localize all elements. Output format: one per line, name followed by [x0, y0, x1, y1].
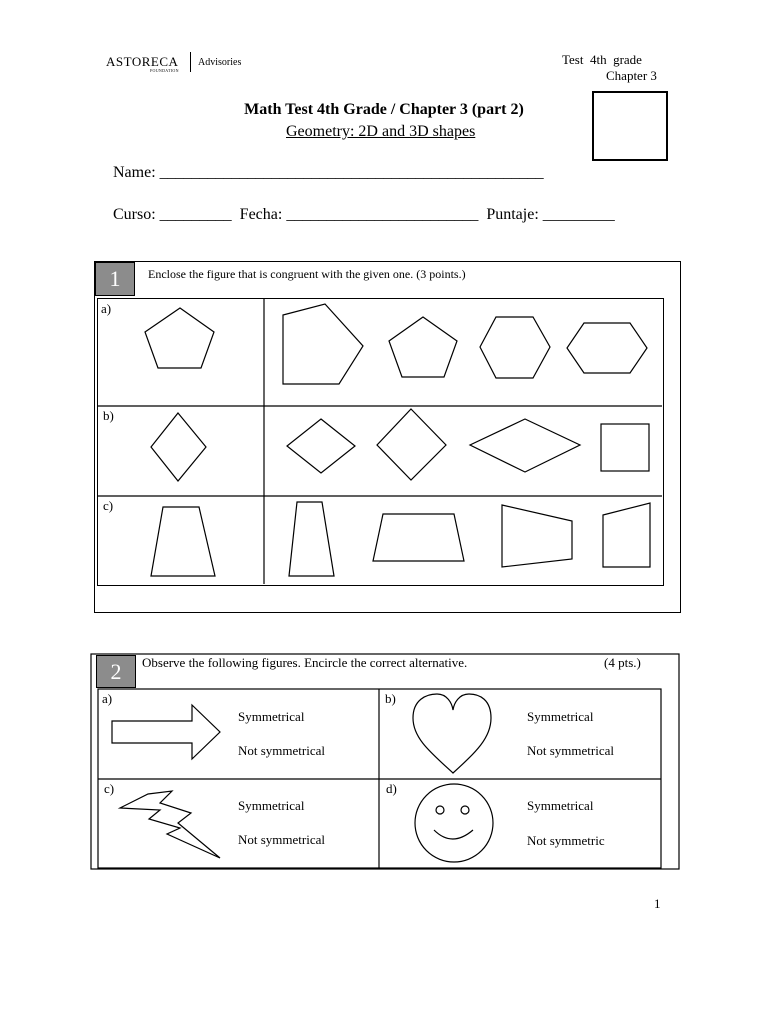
logo-advisories: Advisories: [198, 57, 242, 68]
square-rotated-option-2[interactable]: [377, 409, 446, 480]
trapezoid-option-4[interactable]: [603, 503, 650, 567]
page-subtitle: Geometry: 2D and 3D shapes: [286, 123, 476, 140]
pentagon-given: [145, 308, 214, 368]
pentagon-option-2[interactable]: [389, 317, 457, 377]
rhombus-option-1[interactable]: [287, 419, 355, 473]
hexagon-option-3[interactable]: [480, 317, 550, 378]
q2-c-not-symmetrical[interactable]: Not symmetrical: [238, 832, 326, 847]
smiley-figure: [415, 784, 493, 862]
trapezoid-given: [151, 507, 215, 576]
trapezoid-option-1[interactable]: [289, 502, 334, 576]
question2-points: (4 pts.): [604, 655, 641, 670]
rhombus-given: [151, 413, 206, 481]
q2-c-symmetrical[interactable]: Symmetrical: [238, 798, 305, 813]
trapezoid-option-2[interactable]: [373, 514, 464, 561]
q2-b-symmetrical[interactable]: Symmetrical: [527, 709, 594, 724]
square-option-4[interactable]: [601, 424, 649, 471]
trapezoid-option-3[interactable]: [502, 505, 572, 567]
smiley-mouth: [434, 830, 473, 839]
question1-number: 1: [95, 262, 135, 296]
smiley-right-eye: [461, 806, 469, 814]
logo-name: ASTORECA: [106, 54, 179, 69]
q2-b-not-symmetrical[interactable]: Not symmetrical: [527, 743, 615, 758]
q2-cell-d-label: d): [386, 781, 397, 796]
question2-text: Observe the following figures. Encircle the correct alternative.: [142, 655, 468, 670]
q2-cell-c-label: c): [104, 781, 115, 796]
hexagon-option-4[interactable]: [567, 323, 647, 373]
test-grade-label: Test 4th grade: [562, 52, 642, 67]
question2-number: 2: [96, 655, 136, 688]
wide-rhombus-option-3[interactable]: [470, 419, 580, 472]
arrow-figure: [112, 705, 220, 759]
name-field[interactable]: Name: ________________________________________________: [113, 164, 544, 181]
page-number: 1: [654, 896, 661, 911]
logo-subtitle: FOUNDATION: [150, 68, 179, 73]
lightning-figure: [120, 791, 220, 858]
q2-d-not-symmetric[interactable]: Not symmetric: [527, 833, 605, 848]
heart-figure: [413, 694, 491, 773]
question1-text: Enclose the figure that is congruent with the given one. (3 points.): [148, 267, 466, 281]
q2-cell-b-label: b): [385, 691, 396, 706]
q2-a-not-symmetrical[interactable]: Not symmetrical: [238, 743, 326, 758]
curso-fecha-puntaje-fields[interactable]: Curso: _________ Fecha: ________________________ Puntaje: _________: [113, 206, 615, 223]
pentagon-option-1[interactable]: [283, 304, 363, 384]
chapter-label: Chapter 3: [606, 68, 657, 83]
smiley-left-eye: [436, 806, 444, 814]
q1-row-a-label: a): [101, 301, 112, 316]
q1-row-b-label: b): [103, 408, 114, 423]
page-title: Math Test 4th Grade / Chapter 3 (part 2): [244, 101, 524, 118]
q2-a-symmetrical[interactable]: Symmetrical: [238, 709, 305, 724]
q1-row-c-label: c): [103, 498, 114, 513]
q2-d-symmetrical[interactable]: Symmetrical: [527, 798, 594, 813]
q2-cell-a-label: a): [102, 691, 113, 706]
